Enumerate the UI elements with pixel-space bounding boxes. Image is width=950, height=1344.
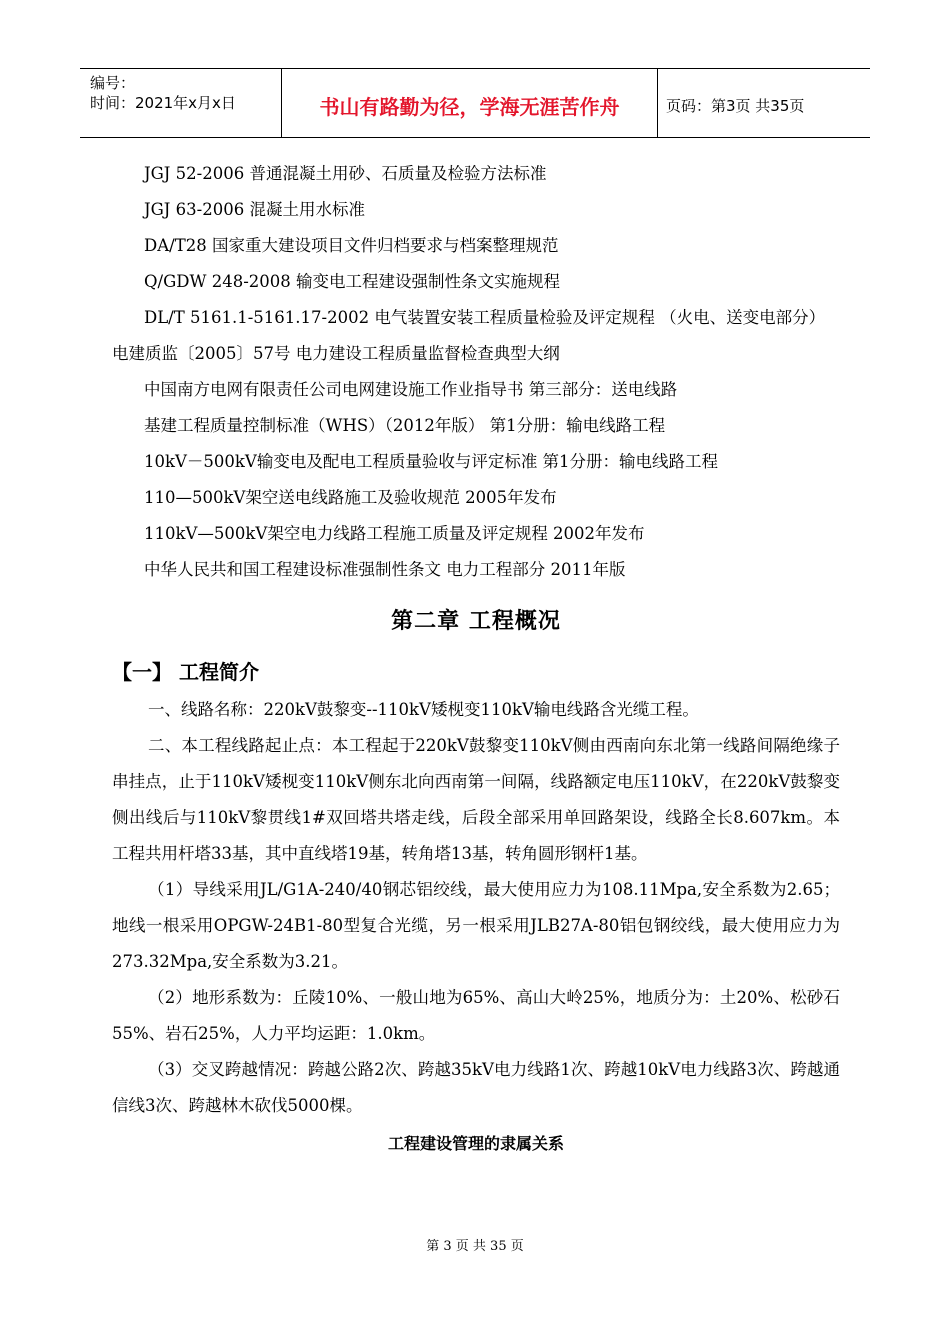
reference-item: 10kV－500kV输变电及配电工程质量验收与评定标准 第1分册：输电线路工程 [144, 452, 719, 471]
header-motto [282, 69, 658, 137]
reference-item: JGJ 52-2006 普通混凝土用砂、石质量及检验方法标准 [144, 164, 547, 183]
reference-item: 110—500kV架空送电线路施工及验收规范 2005年发布 [144, 488, 557, 507]
chapter-title: 第二章 工程概况 [391, 609, 561, 634]
page-header [80, 68, 870, 138]
reference-item: DA/T28 国家重大建设项目文件归档要求与档案整理规范 [144, 236, 559, 255]
subsection-heading: 工程建设管理的隶属关系 [387, 1134, 564, 1153]
reference-item: 中华人民共和国工程建设标准强制性条文 电力工程部分 2011年版 [144, 560, 626, 579]
reference-item-wrapped: DL/T 5161.1-5161.17-2002 电气装置安装工程质量检验及评定规程 （火电、送变电部分）电建质监〔2005〕57号 电力建设工程质量监督检查典型大纲 [112, 308, 826, 363]
page-info-text: 页码：第3页 共35页 [666, 96, 805, 115]
reference-item: Q/GDW 248-2008 输变电工程建设强制性条文实施规程 [144, 272, 561, 291]
document-time-label: 时间：2021年x月x日 [90, 94, 236, 112]
header-meta [80, 69, 282, 137]
paragraph: （2）地形系数为：丘陵10%、一般山地为65%、高山大岭25%，地质分为：土20%、松砂石55%、岩石25%，人力平均运距：1.0km。 [112, 988, 840, 1043]
paragraph: 二、本工程线路起止点：本工程起于220kV鼓黎变110kV侧由西南向东北第一线路间隔绝缘子串挂点，止于110kV矮枧变110kV侧东北向西南第一间隔，线路额定电压110kV，在220kV鼓黎变侧出线后与110kV黎贯线1#双回塔共塔走线，后段全部采用单回路架设，线路全长8.607km。本工程共用杆塔33基，其中直线塔19基，转角塔13基，转角圆形钢杆1基。 [112, 736, 840, 863]
paragraph: 一、线路名称：220kV鼓黎变--110kV矮枧变110kV输电线路含光缆工程。 [148, 700, 699, 719]
reference-item: 中国南方电网有限责任公司电网建设施工作业指导书 第三部分：送电线路 [144, 380, 678, 399]
paragraph: （1）导线采用JL/G1A-240/40钢芯铝绞线，最大使用应力为108.11Mpa,安全系数为2.65；地线一根采用OPGW-24B1-80型复合光缆，另一根采用JLB27A-80铝包钢绞线，最大使用应力为273.32Mpa,安全系数为3.21。 [112, 880, 840, 971]
header-page-info [658, 69, 870, 137]
page-footer: 第 3 页 共 35 页 [426, 1239, 524, 1254]
reference-item: JGJ 63-2006 混凝土用水标准 [144, 200, 365, 219]
reference-item: 基建工程质量控制标准（WHS）（2012年版） 第1分册：输电线路工程 [144, 416, 666, 435]
reference-item: 110kV—500kV架空电力线路工程施工质量及评定规程 2002年发布 [144, 524, 645, 543]
motto-text: 书山有路勤为径，学海无涯苦作舟 [319, 94, 620, 119]
document-body [112, 156, 840, 1164]
paragraph: （3）交叉跨越情况：跨越公路2次、跨越35kV电力线路1次、跨越10kV电力线路3次、跨越通信线3次、跨越林木砍伐5000棵。 [112, 1060, 840, 1115]
document-number-label: 编号： [90, 74, 136, 92]
section-title: 【一】 工程简介 [112, 660, 259, 684]
